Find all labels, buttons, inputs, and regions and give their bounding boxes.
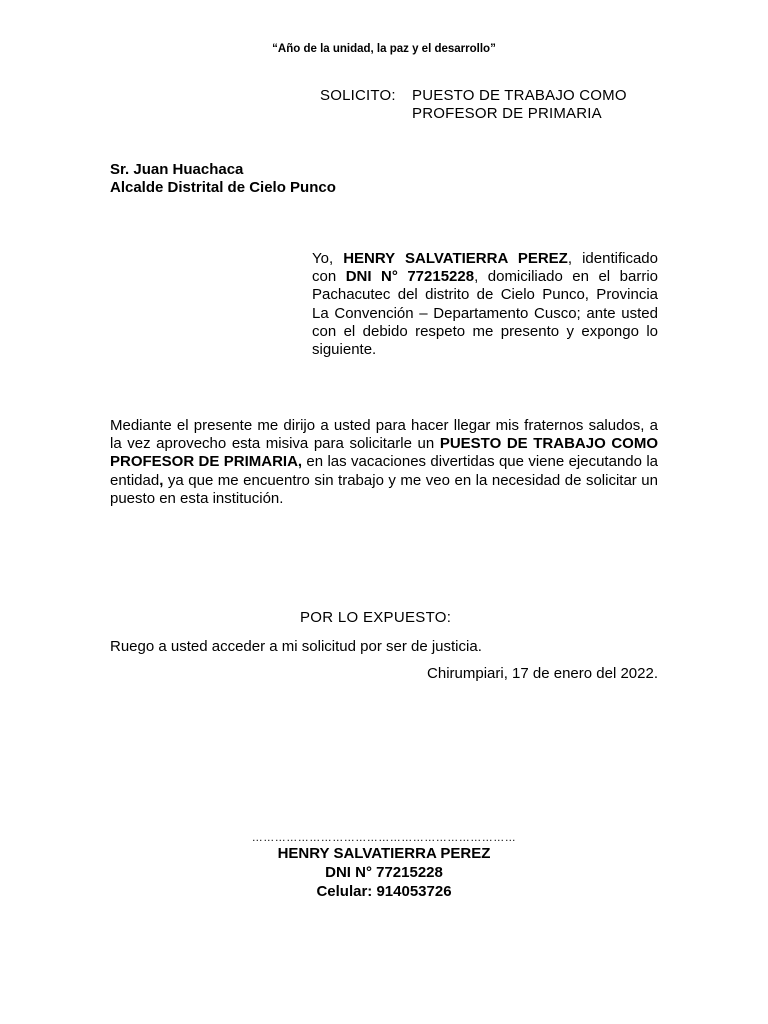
intro-paragraph (312, 250, 658, 359)
signature-name: HENRY SALVATIERRA PEREZ (277, 845, 491, 862)
addressee-name: Sr. Juan Huachaca (110, 161, 244, 178)
subject-row-2 (320, 105, 627, 123)
subject-label: SOLICITO: (320, 87, 396, 104)
applicant-dni: DNI N° 77215228 (345, 268, 475, 286)
subject-label-spacer (320, 105, 412, 123)
subject-line-2: PROFESOR DE PRIMARIA (412, 105, 602, 122)
subject-line-1: PUESTO DE TRABAJO COMO (412, 87, 627, 104)
body-text-3: ya que me encuentro sin trabajo y me veo en la necesidad de solicitar un puesto en esta institución. (110, 471, 658, 507)
signature-block (0, 832, 768, 901)
requested-position: PUESTO DE TRABAJO COMO PROFESOR DE PRIMARIA, (110, 435, 658, 471)
closing-heading: POR LO EXPUESTO: (300, 609, 452, 626)
request-line: Ruego a usted acceder a mi solicitud por ser de justicia. (110, 638, 482, 655)
applicant-name: HENRY SALVATIERRA PEREZ (343, 250, 568, 267)
subject-block (320, 87, 627, 123)
body-comma: , (159, 471, 164, 489)
subject-row-1 (320, 87, 627, 105)
body-paragraph (110, 417, 658, 508)
body-text-2: en las vacaciones divertidas que viene ejecutando la entidad (110, 453, 659, 489)
body-text-1: Mediante el presente me dirijo a usted para hacer llegar mis fraternos saludos, a la vez aprovecho esta misiva para solicitarle un (110, 417, 658, 453)
signature-line: …………………………………………………………… (251, 832, 517, 844)
intro-text-3: , domiciliado en el barrio Pachacutec del distrito de Cielo Punco, Provincia La Convención – Departamento Cusco; ante usted con el debido respeto me presento y expongo lo siguiente. (312, 268, 658, 359)
signature-phone: Celular: 914053726 (316, 883, 452, 900)
intro-text-2: , identificado con (312, 250, 658, 286)
year-motto: “Año de la unidad, la paz y el desarrollo” (272, 43, 496, 55)
signature-dni: DNI N° 77215228 (325, 864, 443, 881)
addressee-block (110, 161, 336, 197)
intro-text-1: Yo, (312, 250, 344, 267)
date-line: Chirumpiari, 17 de enero del 2022. (427, 665, 658, 682)
addressee-position: Alcalde Distrital de Cielo Punco (110, 179, 336, 196)
